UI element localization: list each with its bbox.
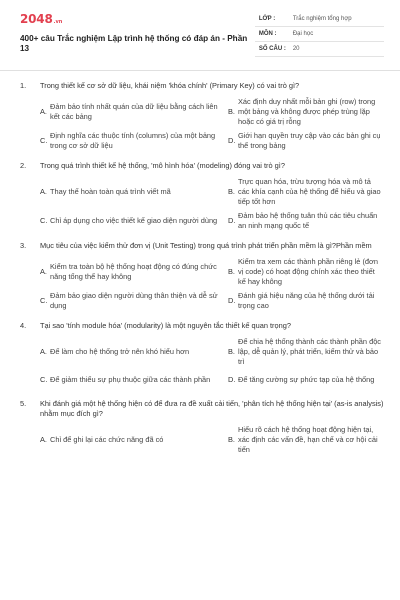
question-text: Trong quá trình thiết kế hệ thống, 'mô hình hóa' (modeling) đóng vai trò gì?: [40, 161, 285, 170]
answer-options: [40, 255, 384, 313]
answer-option-b[interactable]: [228, 175, 384, 209]
answer-option-a[interactable]: [40, 255, 226, 289]
question-item: [20, 81, 384, 153]
option-letter: B.: [228, 267, 235, 276]
site-logo[interactable]: [20, 12, 255, 26]
info-label: MÔN :: [258, 31, 277, 37]
option-text: Kiểm tra toàn bộ hệ thống hoạt động có đúng chức năng tổng thể hay không: [50, 262, 217, 281]
answer-option-c[interactable]: [40, 369, 226, 391]
option-text: Để giảm thiểu sự phụ thuộc giữa các thành phần: [50, 375, 211, 384]
question-number: 5.: [20, 399, 27, 408]
option-text: Để chia hệ thống thành các thành phần độc lập, dễ quản lý, phát triển, kiểm thử và bảo trì: [238, 337, 381, 366]
option-text: Chỉ áp dụng cho việc thiết kế giao diện người dùng: [50, 216, 218, 225]
answer-option-c[interactable]: [40, 289, 226, 313]
logo-main-text: 2048: [20, 12, 53, 26]
option-text: Hiểu rõ cách hệ thống hoạt động hiện tại, xác định các vấn đề, hạn chế và cơ hội cải tiến: [238, 425, 378, 454]
answer-options: [40, 423, 384, 457]
document-title: 400+ câu Trắc nghiệm Lập trình hệ thống có đáp án - Phần 13: [20, 34, 248, 53]
info-row-class: [255, 12, 384, 27]
option-letter: B.: [228, 435, 235, 444]
info-label: SỐ CÂU :: [258, 46, 286, 52]
answer-option-d[interactable]: [228, 369, 384, 391]
header-divider: [0, 70, 400, 71]
question-head: [20, 399, 384, 419]
option-letter: C.: [40, 296, 48, 305]
question-item: [20, 161, 384, 233]
option-text: Trực quan hóa, trừu tượng hóa và mô tả các khía cạnh của hệ thống để hiểu và giao tiếp tốt hơn: [238, 177, 381, 206]
option-letter: A.: [40, 267, 47, 276]
info-row-count: [255, 42, 384, 57]
answer-option-a[interactable]: [40, 95, 226, 129]
option-text: Thay thế hoàn toàn quá trình viết mã: [50, 187, 171, 196]
option-text: Định nghĩa các thuộc tính (columns) của một bảng trong cơ sở dữ liệu: [50, 131, 216, 150]
info-label: LỚP :: [258, 16, 276, 22]
answer-option-a[interactable]: [40, 335, 226, 369]
option-text: Đảm bảo tính nhất quán của dữ liệu bằng cách liên kết các bảng: [50, 102, 218, 121]
question-item: [20, 399, 384, 457]
question-item: [20, 321, 384, 391]
question-head: [20, 161, 384, 171]
option-letter: B.: [228, 187, 235, 196]
option-letter: B.: [228, 347, 235, 356]
option-text: Xác định duy nhất mỗi bản ghi (row) trong một bảng và không được phép trùng lặp hoặc có giá trị rỗng: [238, 97, 376, 126]
answer-option-a[interactable]: [40, 175, 226, 209]
option-letter: D.: [228, 216, 236, 225]
option-text: Đảm bảo hệ thống tuân thủ các tiêu chuẩn an ninh mạng quốc tế: [238, 211, 378, 230]
answer-options: [40, 335, 384, 391]
info-value: Trắc nghiệm tổng hợp: [292, 16, 352, 22]
answer-options: [40, 175, 384, 233]
question-text: Tại sao 'tính module hóa' (modularity) là một nguyên tắc thiết kế quan trọng?: [40, 321, 291, 330]
answer-option-d[interactable]: [228, 289, 384, 313]
answer-option-b[interactable]: [228, 255, 384, 289]
answer-option-c[interactable]: [40, 129, 226, 153]
option-text: Để làm cho hệ thống trở nên khó hiểu hơn: [50, 347, 190, 356]
option-letter: A.: [40, 107, 47, 116]
answer-option-d[interactable]: [228, 129, 384, 153]
answer-option-a[interactable]: [40, 423, 226, 457]
question-text: Mục tiêu của việc kiểm thử đơn vị (Unit Testing) trong quá trình phát triển phần mềm là gì?Phần mềm: [40, 241, 372, 250]
option-text: Chỉ để ghi lại các chức năng đã có: [50, 435, 164, 444]
option-text: Giới hạn quyền truy cập vào các bản ghi cụ thể trong bảng: [238, 131, 381, 150]
option-letter: D.: [228, 375, 236, 384]
question-number: 1.: [20, 81, 27, 90]
option-text: Để tăng cường sự phức tạp của hệ thống: [238, 375, 375, 384]
document-header: [20, 0, 384, 70]
option-letter: C.: [40, 375, 48, 384]
question-item: [20, 241, 384, 313]
option-letter: D.: [228, 296, 236, 305]
option-letter: C.: [40, 136, 48, 145]
info-value: Đại học: [292, 31, 314, 37]
answer-options: [40, 95, 384, 153]
option-letter: C.: [40, 216, 48, 225]
question-text: Trong thiết kế cơ sở dữ liệu, khái niệm 'khóa chính' (Primary Key) có vai trò gì?: [40, 81, 300, 90]
option-letter: A.: [40, 435, 47, 444]
answer-option-c[interactable]: [40, 209, 226, 233]
info-table: [255, 12, 384, 70]
logo-sub-text: .vn: [53, 19, 63, 25]
option-letter: D.: [228, 136, 236, 145]
header-left: [20, 12, 255, 70]
question-head: [20, 321, 384, 331]
answer-option-d[interactable]: [228, 209, 384, 233]
answer-option-b[interactable]: [228, 95, 384, 129]
question-number: 4.: [20, 321, 27, 330]
option-letter: A.: [40, 347, 47, 356]
answer-option-b[interactable]: [228, 335, 384, 369]
question-text: Khi đánh giá một hệ thống hiện có để đưa ra đề xuất cải tiến, 'phân tích hệ thống hiện tại' (as-is analysis) nhằm mục đích gì?: [40, 399, 384, 418]
answer-option-b[interactable]: [228, 423, 384, 457]
question-head: [20, 241, 384, 251]
question-number: 2.: [20, 161, 27, 170]
option-text: Đảm bảo giao diện người dùng thân thiện và dễ sử dụng: [50, 291, 218, 310]
option-text: Đánh giá hiệu năng của hệ thống dưới tải trọng cao: [238, 291, 375, 310]
info-row-subject: [255, 27, 384, 42]
info-value: 20: [292, 46, 300, 52]
option-letter: B.: [228, 107, 235, 116]
question-number: 3.: [20, 241, 27, 250]
option-text: Kiểm tra xem các thành phần riêng lẻ (đơn vị code) có hoạt động chính xác theo thiết kế hay không: [238, 257, 379, 286]
option-letter: A.: [40, 187, 47, 196]
question-head: [20, 81, 384, 91]
